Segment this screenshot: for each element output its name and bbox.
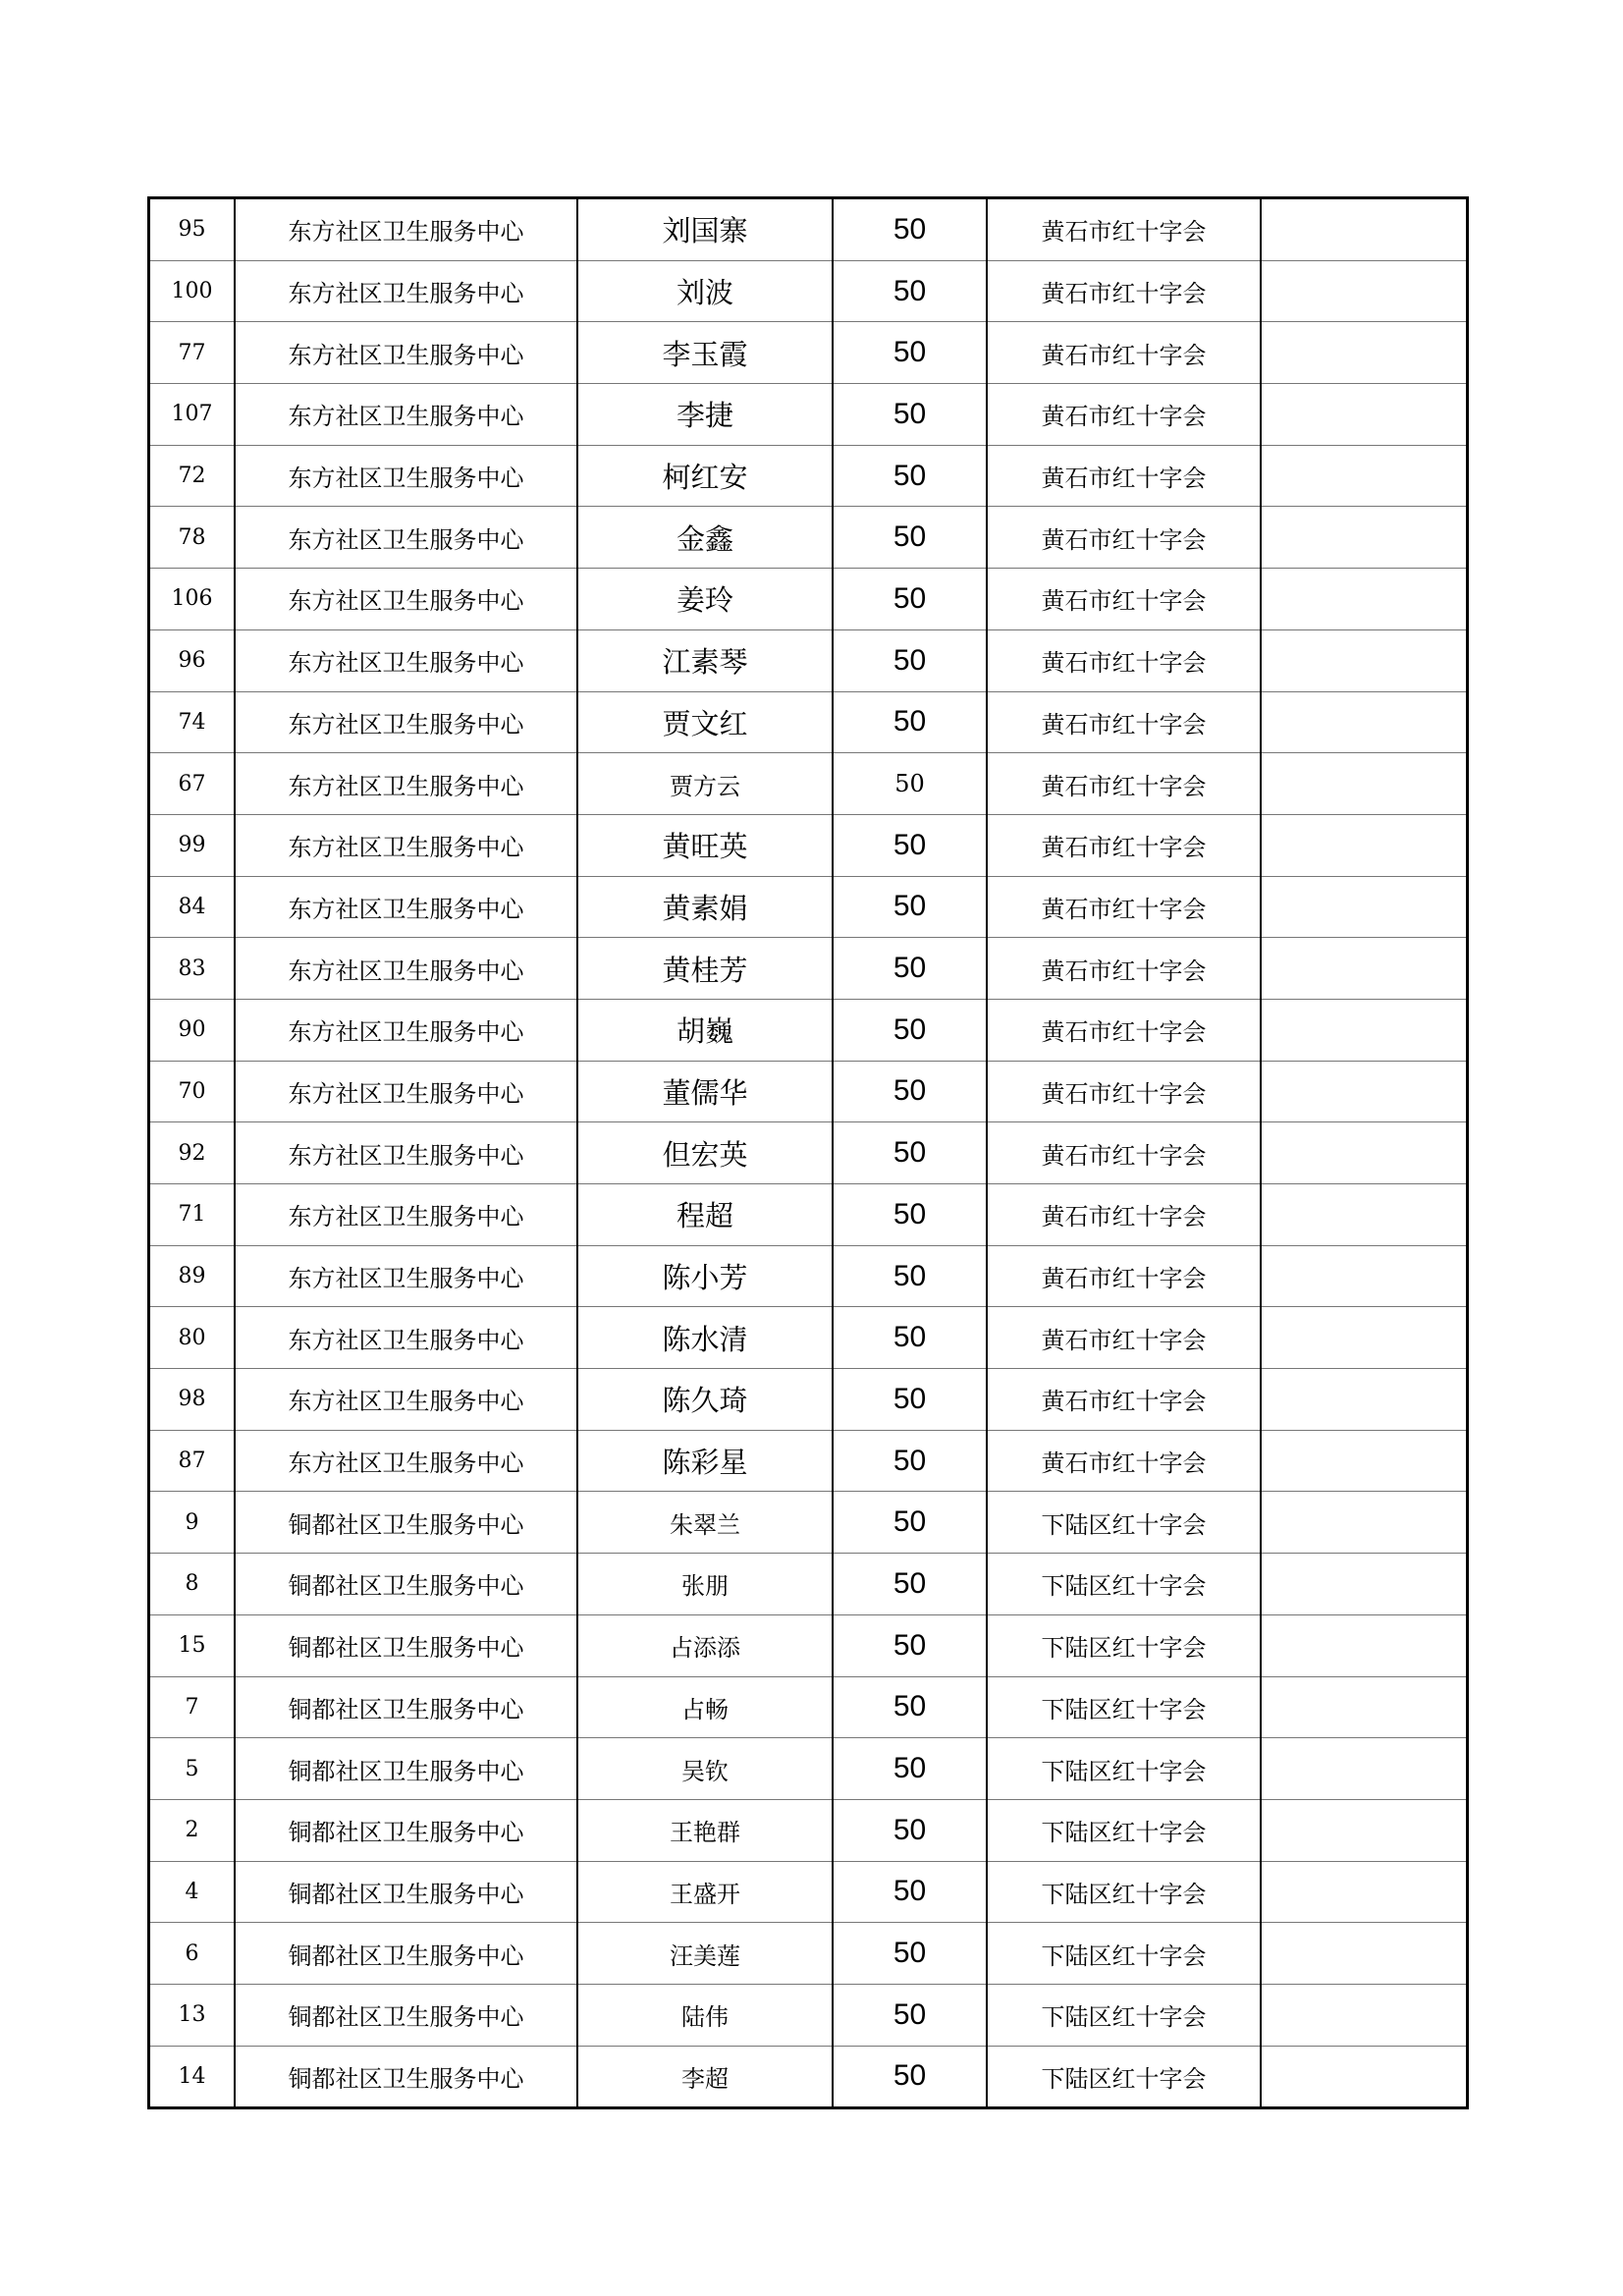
note-cell <box>1261 691 1468 753</box>
organization-cell: 下陆区红十字会 <box>987 1984 1261 2046</box>
seq-cell: 15 <box>149 1614 236 1676</box>
organization-cell: 下陆区红十字会 <box>987 2046 1261 2108</box>
organization-cell: 下陆区红十字会 <box>987 1614 1261 1676</box>
amount-cell: 50 <box>833 1676 987 1738</box>
organization-cell: 黄石市红十字会 <box>987 445 1261 507</box>
name-cell: 金鑫 <box>577 507 833 569</box>
note-cell <box>1261 1676 1468 1738</box>
seq-cell: 98 <box>149 1369 236 1431</box>
amount-cell: 50 <box>833 1492 987 1554</box>
organization-cell: 黄石市红十字会 <box>987 938 1261 1000</box>
name-cell: 占添添 <box>577 1614 833 1676</box>
table-row <box>149 814 1468 876</box>
amount-cell: 50 <box>833 876 987 938</box>
name-cell: 汪美莲 <box>577 1923 833 1985</box>
note-cell <box>1261 814 1468 876</box>
unit-cell: 铜都社区卫生服务中心 <box>235 1861 577 1923</box>
table-row <box>149 1307 1468 1369</box>
unit-cell: 东方社区卫生服务中心 <box>235 1245 577 1307</box>
organization-cell: 黄石市红十字会 <box>987 753 1261 815</box>
name-cell: 陈久琦 <box>577 1369 833 1431</box>
table-row <box>149 1369 1468 1431</box>
note-cell <box>1261 260 1468 322</box>
amount-cell: 50 <box>833 938 987 1000</box>
amount-cell: 50 <box>833 691 987 753</box>
amount-cell: 50 <box>833 1061 987 1122</box>
unit-cell: 东方社区卫生服务中心 <box>235 260 577 322</box>
amount-cell: 50 <box>833 1184 987 1246</box>
table-row <box>149 2046 1468 2108</box>
name-cell: 胡巍 <box>577 999 833 1061</box>
organization-cell: 下陆区红十字会 <box>987 1799 1261 1861</box>
organization-cell: 黄石市红十字会 <box>987 260 1261 322</box>
seq-cell: 107 <box>149 384 236 446</box>
table-row <box>149 1861 1468 1923</box>
name-cell: 贾文红 <box>577 691 833 753</box>
seq-cell: 5 <box>149 1738 236 1800</box>
amount-cell: 50 <box>833 1554 987 1615</box>
amount-cell: 50 <box>833 1984 987 2046</box>
unit-cell: 铜都社区卫生服务中心 <box>235 1676 577 1738</box>
seq-cell: 96 <box>149 629 236 691</box>
note-cell <box>1261 1614 1468 1676</box>
name-cell: 江素琴 <box>577 629 833 691</box>
unit-cell: 铜都社区卫生服务中心 <box>235 1738 577 1800</box>
table-row <box>149 876 1468 938</box>
note-cell <box>1261 1554 1468 1615</box>
table-row <box>149 1984 1468 2046</box>
table-row <box>149 1245 1468 1307</box>
amount-cell: 50 <box>833 999 987 1061</box>
organization-cell: 黄石市红十字会 <box>987 629 1261 691</box>
seq-cell: 72 <box>149 445 236 507</box>
seq-cell: 9 <box>149 1492 236 1554</box>
note-cell <box>1261 876 1468 938</box>
note-cell <box>1261 1184 1468 1246</box>
unit-cell: 东方社区卫生服务中心 <box>235 445 577 507</box>
amount-cell: 50 <box>833 1738 987 1800</box>
note-cell <box>1261 569 1468 630</box>
seq-cell: 106 <box>149 569 236 630</box>
table-row <box>149 445 1468 507</box>
note-cell <box>1261 1861 1468 1923</box>
note-cell <box>1261 322 1468 384</box>
seq-cell: 4 <box>149 1861 236 1923</box>
seq-cell: 95 <box>149 198 236 261</box>
amount-cell: 50 <box>833 384 987 446</box>
organization-cell: 黄石市红十字会 <box>987 1122 1261 1184</box>
unit-cell: 东方社区卫生服务中心 <box>235 876 577 938</box>
organization-cell: 黄石市红十字会 <box>987 1061 1261 1122</box>
unit-cell: 东方社区卫生服务中心 <box>235 1122 577 1184</box>
organization-cell: 下陆区红十字会 <box>987 1738 1261 1800</box>
unit-cell: 铜都社区卫生服务中心 <box>235 1799 577 1861</box>
organization-cell: 黄石市红十字会 <box>987 384 1261 446</box>
organization-cell: 下陆区红十字会 <box>987 1923 1261 1985</box>
note-cell <box>1261 1245 1468 1307</box>
unit-cell: 铜都社区卫生服务中心 <box>235 1554 577 1615</box>
seq-cell: 78 <box>149 507 236 569</box>
unit-cell: 东方社区卫生服务中心 <box>235 938 577 1000</box>
seq-cell: 14 <box>149 2046 236 2108</box>
name-cell: 刘波 <box>577 260 833 322</box>
note-cell <box>1261 1923 1468 1985</box>
note-cell <box>1261 1061 1468 1122</box>
amount-cell: 50 <box>833 507 987 569</box>
name-cell: 李捷 <box>577 384 833 446</box>
name-cell: 程超 <box>577 1184 833 1246</box>
name-cell: 刘国寨 <box>577 198 833 261</box>
unit-cell: 东方社区卫生服务中心 <box>235 1184 577 1246</box>
table-row <box>149 1492 1468 1554</box>
note-cell <box>1261 1984 1468 2046</box>
note-cell <box>1261 198 1468 261</box>
note-cell <box>1261 445 1468 507</box>
seq-cell: 89 <box>149 1245 236 1307</box>
table-row <box>149 1122 1468 1184</box>
table-body <box>149 198 1468 2108</box>
note-cell <box>1261 2046 1468 2108</box>
unit-cell: 东方社区卫生服务中心 <box>235 753 577 815</box>
table-row <box>149 322 1468 384</box>
amount-cell: 50 <box>833 198 987 261</box>
amount-cell: 50 <box>833 1861 987 1923</box>
seq-cell: 87 <box>149 1430 236 1492</box>
name-cell: 董儒华 <box>577 1061 833 1122</box>
seq-cell: 6 <box>149 1923 236 1985</box>
unit-cell: 铜都社区卫生服务中心 <box>235 2046 577 2108</box>
unit-cell: 东方社区卫生服务中心 <box>235 1307 577 1369</box>
amount-cell: 50 <box>833 1614 987 1676</box>
note-cell <box>1261 999 1468 1061</box>
name-cell: 占畅 <box>577 1676 833 1738</box>
amount-cell: 50 <box>833 1369 987 1431</box>
table-row <box>149 260 1468 322</box>
table-row <box>149 1923 1468 1985</box>
seq-cell: 67 <box>149 753 236 815</box>
unit-cell: 东方社区卫生服务中心 <box>235 322 577 384</box>
table-row <box>149 569 1468 630</box>
note-cell <box>1261 753 1468 815</box>
table-row <box>149 507 1468 569</box>
table-row <box>149 691 1468 753</box>
organization-cell: 下陆区红十字会 <box>987 1861 1261 1923</box>
table-row <box>149 1554 1468 1615</box>
unit-cell: 东方社区卫生服务中心 <box>235 999 577 1061</box>
unit-cell: 铜都社区卫生服务中心 <box>235 1984 577 2046</box>
note-cell <box>1261 1492 1468 1554</box>
name-cell: 王盛开 <box>577 1861 833 1923</box>
organization-cell: 下陆区红十字会 <box>987 1676 1261 1738</box>
table-row <box>149 1676 1468 1738</box>
unit-cell: 东方社区卫生服务中心 <box>235 384 577 446</box>
name-cell: 李超 <box>577 2046 833 2108</box>
organization-cell: 黄石市红十字会 <box>987 814 1261 876</box>
unit-cell: 铜都社区卫生服务中心 <box>235 1492 577 1554</box>
name-cell: 朱翠兰 <box>577 1492 833 1554</box>
seq-cell: 92 <box>149 1122 236 1184</box>
note-cell <box>1261 384 1468 446</box>
table-row <box>149 198 1468 261</box>
organization-cell: 黄石市红十字会 <box>987 1369 1261 1431</box>
table-row <box>149 1799 1468 1861</box>
note-cell <box>1261 507 1468 569</box>
organization-cell: 下陆区红十字会 <box>987 1492 1261 1554</box>
unit-cell: 东方社区卫生服务中心 <box>235 629 577 691</box>
amount-cell: 50 <box>833 569 987 630</box>
table-row <box>149 753 1468 815</box>
organization-cell: 黄石市红十字会 <box>987 691 1261 753</box>
seq-cell: 8 <box>149 1554 236 1615</box>
unit-cell: 东方社区卫生服务中心 <box>235 569 577 630</box>
amount-cell: 50 <box>833 260 987 322</box>
table-row <box>149 999 1468 1061</box>
organization-cell: 下陆区红十字会 <box>987 1554 1261 1615</box>
name-cell: 陈彩星 <box>577 1430 833 1492</box>
seq-cell: 84 <box>149 876 236 938</box>
seq-cell: 70 <box>149 1061 236 1122</box>
unit-cell: 东方社区卫生服务中心 <box>235 1430 577 1492</box>
organization-cell: 黄石市红十字会 <box>987 322 1261 384</box>
note-cell <box>1261 1799 1468 1861</box>
name-cell: 黄素娟 <box>577 876 833 938</box>
organization-cell: 黄石市红十字会 <box>987 507 1261 569</box>
unit-cell: 东方社区卫生服务中心 <box>235 691 577 753</box>
name-cell: 但宏英 <box>577 1122 833 1184</box>
note-cell <box>1261 1738 1468 1800</box>
table-row <box>149 1738 1468 1800</box>
seq-cell: 90 <box>149 999 236 1061</box>
amount-cell: 50 <box>833 445 987 507</box>
amount-cell: 50 <box>833 629 987 691</box>
seq-cell: 13 <box>149 1984 236 2046</box>
organization-cell: 黄石市红十字会 <box>987 1245 1261 1307</box>
amount-cell: 50 <box>833 322 987 384</box>
table-row <box>149 1061 1468 1122</box>
unit-cell: 东方社区卫生服务中心 <box>235 1369 577 1431</box>
amount-cell: 50 <box>833 1430 987 1492</box>
table-row <box>149 1614 1468 1676</box>
note-cell <box>1261 1307 1468 1369</box>
seq-cell: 2 <box>149 1799 236 1861</box>
name-cell: 黄桂芳 <box>577 938 833 1000</box>
name-cell: 陈水清 <box>577 1307 833 1369</box>
seq-cell: 74 <box>149 691 236 753</box>
organization-cell: 黄石市红十字会 <box>987 569 1261 630</box>
name-cell: 黄旺英 <box>577 814 833 876</box>
table-row <box>149 629 1468 691</box>
amount-cell: 50 <box>833 1799 987 1861</box>
name-cell: 张朋 <box>577 1554 833 1615</box>
amount-cell: 50 <box>833 1923 987 1985</box>
table-row <box>149 1430 1468 1492</box>
organization-cell: 黄石市红十字会 <box>987 1184 1261 1246</box>
note-cell <box>1261 629 1468 691</box>
seq-cell: 99 <box>149 814 236 876</box>
unit-cell: 铜都社区卫生服务中心 <box>235 1923 577 1985</box>
name-cell: 陈小芳 <box>577 1245 833 1307</box>
seq-cell: 100 <box>149 260 236 322</box>
seq-cell: 80 <box>149 1307 236 1369</box>
amount-cell: 50 <box>833 2046 987 2108</box>
organization-cell: 黄石市红十字会 <box>987 1307 1261 1369</box>
amount-cell: 50 <box>833 1307 987 1369</box>
unit-cell: 铜都社区卫生服务中心 <box>235 1614 577 1676</box>
seq-cell: 7 <box>149 1676 236 1738</box>
name-cell: 吴钦 <box>577 1738 833 1800</box>
unit-cell: 东方社区卫生服务中心 <box>235 507 577 569</box>
organization-cell: 黄石市红十字会 <box>987 198 1261 261</box>
organization-cell: 黄石市红十字会 <box>987 1430 1261 1492</box>
seq-cell: 77 <box>149 322 236 384</box>
note-cell <box>1261 1369 1468 1431</box>
organization-cell: 黄石市红十字会 <box>987 999 1261 1061</box>
name-cell: 陆伟 <box>577 1984 833 2046</box>
organization-cell: 黄石市红十字会 <box>987 876 1261 938</box>
note-cell <box>1261 938 1468 1000</box>
table-row <box>149 938 1468 1000</box>
table-row <box>149 384 1468 446</box>
name-cell: 柯红安 <box>577 445 833 507</box>
note-cell <box>1261 1122 1468 1184</box>
amount-cell: 50 <box>833 1122 987 1184</box>
table-row <box>149 1184 1468 1246</box>
name-cell: 李玉霞 <box>577 322 833 384</box>
unit-cell: 东方社区卫生服务中心 <box>235 198 577 261</box>
unit-cell: 东方社区卫生服务中心 <box>235 814 577 876</box>
amount-cell: 50 <box>833 814 987 876</box>
seq-cell: 83 <box>149 938 236 1000</box>
seq-cell: 71 <box>149 1184 236 1246</box>
name-cell: 王艳群 <box>577 1799 833 1861</box>
name-cell: 姜玲 <box>577 569 833 630</box>
donation-table <box>147 196 1469 2109</box>
name-cell: 贾方云 <box>577 753 833 815</box>
amount-cell: 50 <box>833 1245 987 1307</box>
unit-cell: 东方社区卫生服务中心 <box>235 1061 577 1122</box>
note-cell <box>1261 1430 1468 1492</box>
amount-cell: 50 <box>833 753 987 815</box>
